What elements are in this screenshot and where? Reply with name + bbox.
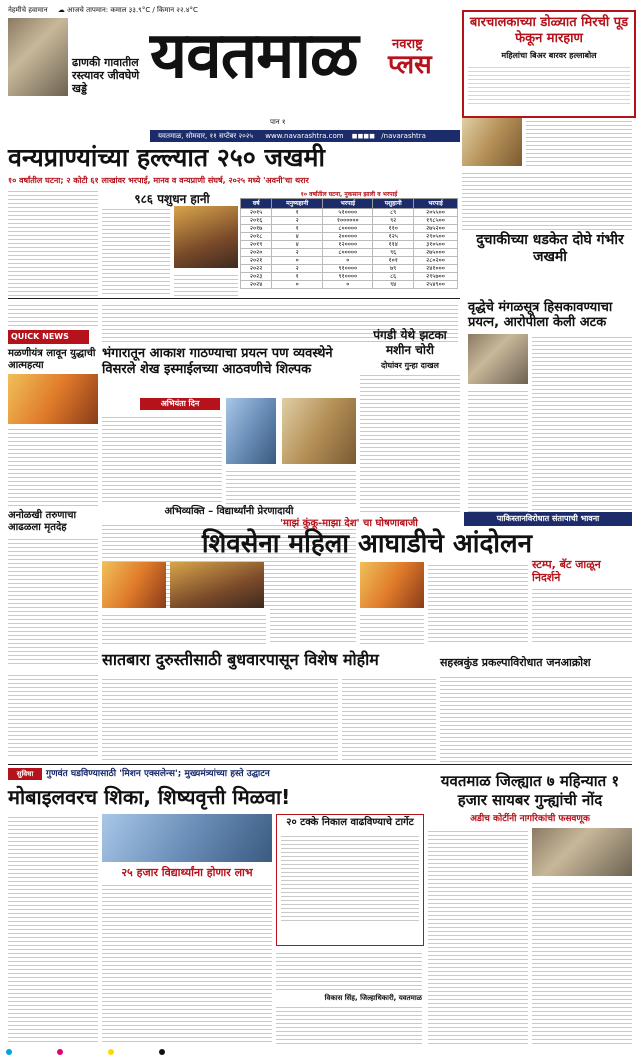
target-sidebox <box>276 814 424 946</box>
table-cell: २७५००० <box>414 249 458 257</box>
table-cell: २४१००० <box>414 265 458 273</box>
table-cell: ० <box>323 257 373 265</box>
table-row <box>241 225 458 233</box>
weather-today: आजचे <box>67 6 84 14</box>
masthead-title: यवतमाळ <box>150 19 358 93</box>
table-cell: २०२१ <box>241 257 272 265</box>
table-cell: ९१०००० <box>323 273 373 281</box>
table-cell: १ <box>272 273 323 281</box>
bottom-body-2 <box>102 882 272 1044</box>
satbara-quote <box>342 676 436 762</box>
cyber-sub: अडीच कोटींनी नागरिकांची फसवणूक <box>470 814 590 824</box>
dateline-bar <box>150 130 460 142</box>
lead-subline: १० वर्षांतील घटना; २ कोटी ६१ लाखांवर भरपाई, मानव व वन्यप्राणी संघर्ष, २०२५ मध्ये 'अवनी'चा थरार <box>8 176 309 185</box>
table-row <box>241 209 458 217</box>
table-cell: २७५२०० <box>414 225 458 233</box>
table-cell: ३१०५०० <box>414 241 458 249</box>
sidebox-body <box>281 833 419 921</box>
temperature-readout: तापमान: कमाल ३३.९°C / किमान २२.४°C <box>86 6 198 14</box>
table-cell: २०१७ <box>241 225 272 233</box>
machine-body <box>360 372 460 512</box>
table-cell: २५४९०० <box>414 281 458 289</box>
abhivyakti-title: अभिव्यक्ति <box>164 506 205 517</box>
table-cell: १९८५०० <box>414 217 458 225</box>
table-header-cell: मनुष्यहानी <box>272 199 323 209</box>
table-cell: ९१०००० <box>323 265 373 273</box>
protest-photo-3 <box>360 562 424 608</box>
lead-headline: वन्यप्राण्यांच्या हल्ल्यात २५० जखमी <box>8 143 325 172</box>
table-cell: ० <box>323 281 373 289</box>
loss-table <box>240 198 458 289</box>
table-cell: ११४ <box>373 241 414 249</box>
table-caption: १० वर्षांतील घटना, नुकसान झाली व भरपाई <box>300 191 398 198</box>
table-row <box>241 241 458 249</box>
bhangar-aircraft-photo <box>282 398 356 464</box>
table-cell: १ <box>272 225 323 233</box>
table-cell: २०५५०० <box>414 209 458 217</box>
sahastra-headline: सहस्त्रकुंड प्रकल्पाविरोधात जनआक्रोश <box>440 656 591 669</box>
banner-right-kicker: पाकिस्तानविरोधात संतापाची भावना <box>464 512 632 526</box>
table-row <box>241 249 458 257</box>
bottom-headline: मोबाइलवरच शिका, शिष्यवृत्ती मिळवा! <box>8 785 291 809</box>
table-cell: २०१८ <box>241 233 272 241</box>
sidebox-headline: २० टक्के निकाल वाढविण्याचे टार्गेट <box>286 817 414 828</box>
footer-credit: विकास सिंह, जिल्हाधिकारी, यवतमाळ <box>324 994 422 1002</box>
right-story-body-2 <box>462 170 632 230</box>
table-cell: ४ <box>272 233 323 241</box>
table-cell: ४ <box>272 241 323 249</box>
table-row <box>241 265 458 273</box>
quick-news-2: अनोळखी तरुणाचा आढळला मृतदेह <box>8 510 77 533</box>
table-cell: २९०५०० <box>414 233 458 241</box>
table-cell: २ <box>272 249 323 257</box>
bhangar-body <box>102 414 222 504</box>
table-cell: ७९ <box>373 265 414 273</box>
table-cell: ११० <box>373 225 414 233</box>
table-cell: १ <box>272 209 323 217</box>
weather-label: नेहमीचे हवामान <box>8 6 48 14</box>
accident-headline: दुचाकीच्या धडकेत दोघे गंभीर जखमी <box>476 232 624 265</box>
table-cell: १२०००० <box>323 241 373 249</box>
machine-headline: पंगडी येथे झटका मशीन चोरी <box>373 328 447 357</box>
lead-column-2 <box>102 206 170 296</box>
table-cell: ० <box>272 257 323 265</box>
bhangar-headline: भंगारातून आकाश गाठण्याचा प्रयत्न पण व्यवस्थेने विसरले शेख इस्माईलच्या आठवणीचे शिल्पक <box>102 346 333 377</box>
registration-marks <box>6 1040 634 1048</box>
right-story-photo <box>462 118 522 166</box>
abhivyakti-sub: विद्यार्थ्यांनी प्रेरणादायी <box>216 506 294 517</box>
road-photo <box>8 18 68 96</box>
table-cell: ९६ <box>373 249 414 257</box>
cyber-headline: यवतमाळ जिल्ह्यात ७ महिन्यात १ हजार सायबर गुन्ह्यांची नोंद <box>440 772 620 809</box>
table-cell: २००००० <box>323 233 373 241</box>
leopard-photo <box>174 206 238 268</box>
satbara-body <box>102 676 338 762</box>
harass-body <box>532 334 632 512</box>
lead-box-title: ९८६ पशुधन हानी <box>134 192 210 206</box>
satbara-headline: सातबारा दुरुस्तीसाठी बुधवारपासून विशेष मोहीम <box>102 650 379 669</box>
ismail-photo <box>226 398 276 464</box>
table-cell: २०२३ <box>241 273 272 281</box>
cyber-body-1 <box>428 828 528 1044</box>
dateline: यवतमाळ, सोमवार, ११ सप्टेंबर २०२५ <box>158 132 254 140</box>
table-cell: ९४ <box>373 281 414 289</box>
bottom-body-3 <box>276 950 422 990</box>
lead-continued <box>8 302 98 328</box>
table-row <box>241 257 458 265</box>
website[interactable]: www.navarashtra.com <box>265 132 344 140</box>
right-story-body <box>526 118 632 168</box>
table-cell: २८०२०० <box>414 257 458 265</box>
banner-headline: शिवसेना महिला आघाडीचे आंदोलन <box>201 529 533 559</box>
harass-headline: वृद्धेचे मंगळसूत्र हिसकावण्याचा प्रयत्न, आरोपीला केली अटक <box>468 300 613 330</box>
table-row <box>241 281 458 289</box>
quick-news-1-body <box>8 426 98 506</box>
table-cell: ८००००० <box>323 225 373 233</box>
table-cell: २ <box>272 265 323 273</box>
table-cell: ० <box>272 281 323 289</box>
table-cell: ९२ <box>373 217 414 225</box>
left-brief <box>8 672 98 758</box>
table-cell: ८६ <box>373 273 414 281</box>
bottom-body-4 <box>276 1004 422 1044</box>
table-row <box>241 273 458 281</box>
table-cell: २०२४ <box>241 281 272 289</box>
table-cell: २०१५ <box>241 209 272 217</box>
table-cell: ५१०००० <box>323 209 373 217</box>
right-top-body <box>468 64 630 104</box>
table-cell: २०२२ <box>241 265 272 273</box>
quick-news-photo <box>8 374 98 424</box>
engineer-day-kicker: अभियंता दिन <box>140 398 220 410</box>
bottom-body-1 <box>8 814 98 1044</box>
table-cell: २०२० <box>241 249 272 257</box>
page-label: पान १ <box>270 118 286 126</box>
table-cell: ८९ <box>373 209 414 217</box>
bhangar-body-2 <box>226 468 356 504</box>
protest-photo-2 <box>170 562 264 608</box>
banner-body-2 <box>428 562 528 644</box>
table-row <box>241 233 458 241</box>
right-top-headline: बारचालकाच्या डोळ्यात मिरची पूड फेकून मारहाण <box>469 15 629 46</box>
quick-news-1: मळणीयंत्र लावून युद्धाची आत्महत्या <box>8 348 96 371</box>
social-icons: ◼◼◼◼ <box>351 132 376 140</box>
table-cell: २९५७०० <box>414 273 458 281</box>
lead-column-1 <box>8 188 98 296</box>
bottom-kicker: सुविधा <box>8 768 42 780</box>
lead-table <box>240 190 458 296</box>
right-top-box <box>462 10 636 118</box>
quick-news-2-body <box>8 536 98 666</box>
banner-side-body <box>532 586 632 644</box>
table-header-cell: पशुहानी <box>373 199 414 209</box>
quick-news-label: QUICK NEWS <box>8 330 89 344</box>
bottom-tag: गुणवंत घडविण्यासाठी 'मिशन एक्सलेन्स'; मुख्यमंत्र्यांच्या हस्ते उद्घाटन <box>46 769 270 779</box>
brand-navarashtra: नवराष्ट्र <box>392 37 423 52</box>
sahastra-body <box>440 674 632 762</box>
harass-body-2 <box>468 388 528 512</box>
table-cell: २०१९ <box>241 241 272 249</box>
banner-kicker: 'माझं कुंकू-माझा देश' चा घोषणाबाजी <box>280 518 418 529</box>
right-top-sub: महिलांचा बिअर बारवर हल्लाबोल <box>501 51 597 60</box>
social-handle: /navarashtra <box>381 132 426 140</box>
table-header-cell: भरपाई <box>323 199 373 209</box>
brand-plus: प्लस <box>388 50 432 80</box>
protest-photo-1 <box>102 562 166 608</box>
accused-photo <box>468 334 528 384</box>
lead-column-3 <box>174 272 238 296</box>
table-cell: १२५ <box>373 233 414 241</box>
abhivyakti-headline: अभिव्यक्ति – विद्यार्थ्यांनी प्रेरणादायी <box>164 506 294 517</box>
banner-body-4 <box>360 612 424 644</box>
table-cell: १०१ <box>373 257 414 265</box>
table-cell: २०१६ <box>241 217 272 225</box>
cyber-body-2 <box>532 880 632 1044</box>
left-story-headline: ढाणकी गावातील रस्त्यावर जीवघेणे खड्डे <box>72 56 140 95</box>
ceremony-photo <box>102 814 272 862</box>
banner-side-title: स्टम्प, बॅट जाळून निदर्शने <box>532 558 601 584</box>
table-cell: ८००००० <box>323 249 373 257</box>
table-cell: १०००००० <box>323 217 373 225</box>
banner-body-1 <box>270 562 356 644</box>
table-header-cell: भरपाई <box>414 199 458 209</box>
bottom-sub: २५ हजार विद्यार्थ्यांना होणार लाभ <box>121 866 253 879</box>
table-row <box>241 217 458 225</box>
table-header-cell: वर्ष <box>241 199 272 209</box>
banner-body-3 <box>102 612 266 644</box>
cyber-photo <box>532 828 632 876</box>
cloud-icon: ☁ <box>57 6 65 14</box>
machine-sub: दोघांवर गुन्हा दाखल <box>381 361 439 370</box>
table-cell: २ <box>272 217 323 225</box>
